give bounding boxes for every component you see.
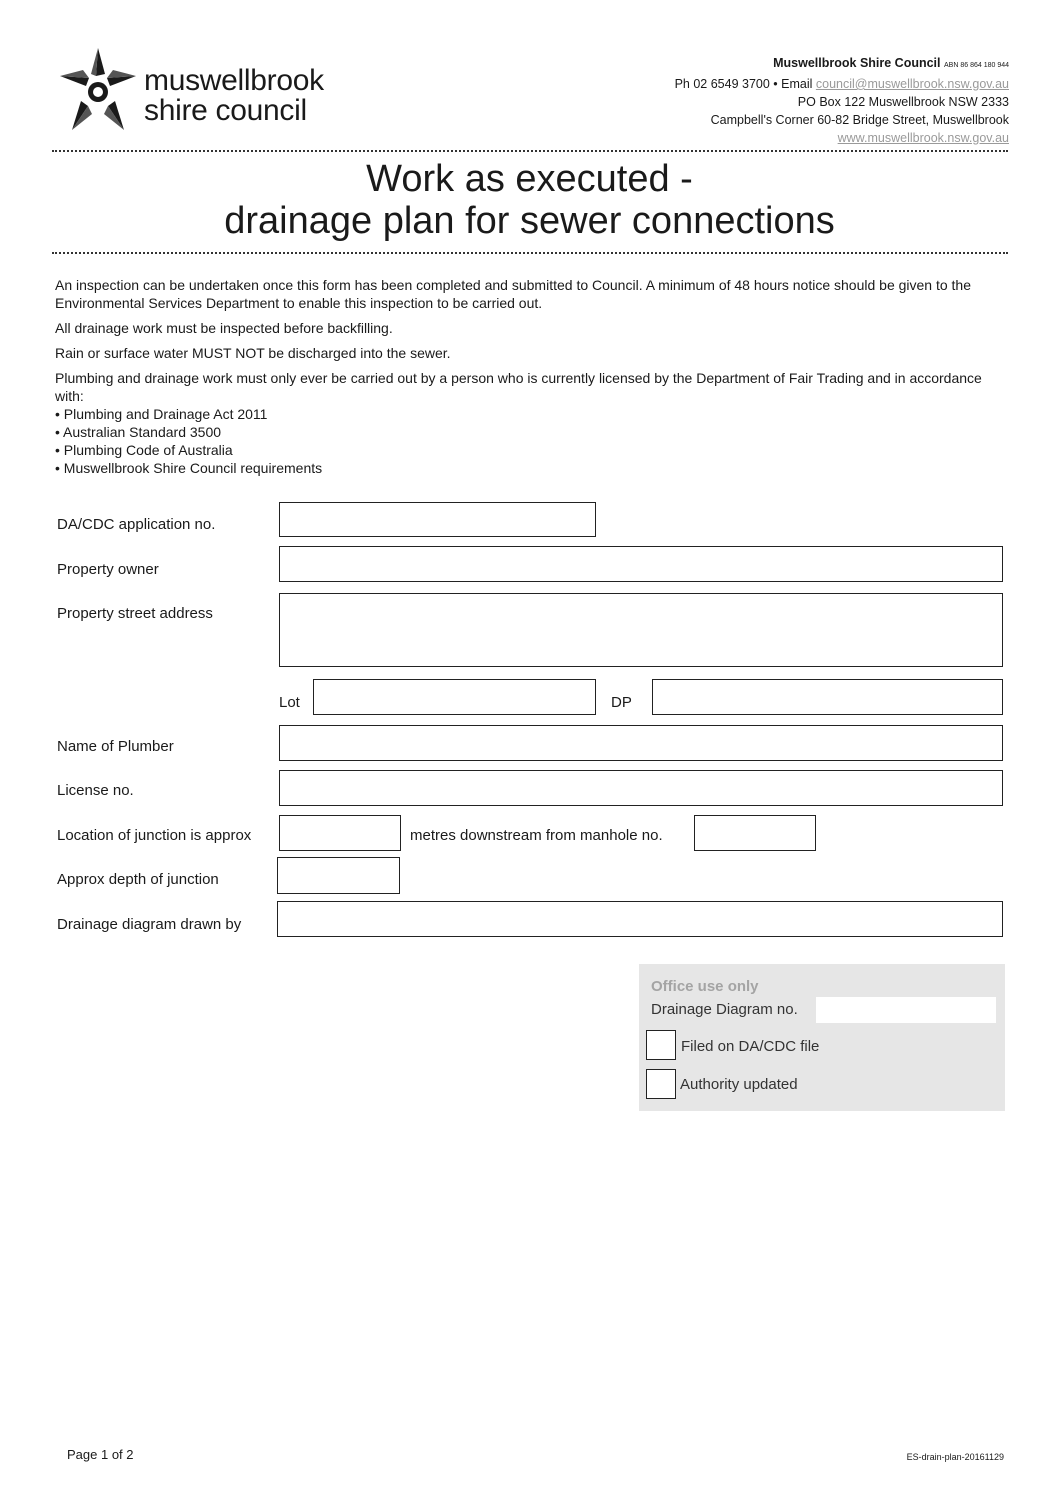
junction-location-label: Location of junction is approx <box>57 827 252 844</box>
page-number: Page 1 of 2 <box>67 1447 134 1462</box>
street-address: Campbell's Corner 60-82 Bridge Street, Muswellbrook <box>710 113 1009 127</box>
office-use-panel <box>639 964 1005 1111</box>
dp-label: DP <box>611 694 632 711</box>
list-item: • Plumbing Code of Australia <box>55 442 233 458</box>
list-item: • Australian Standard 3500 <box>55 424 222 440</box>
title-line2: drainage plan for sewer connections <box>224 200 835 242</box>
contact-block: Muswellbrook Shire Council ABN 86 864 180 944 Ph 02 6549 3700 • Email council@muswellbrook.nsw.gov.au PO Box 122 Muswellbrook NSW 2333 Campbell's Corner 60-82 Bridge Street, Muswellbrook www.muswellbrook.nsw.gov.au <box>674 56 1009 145</box>
junction-suffix-label: metres downstream from manhole no. <box>410 827 663 844</box>
street-address-label: Property street address <box>57 605 213 622</box>
website-link[interactable]: www.muswellbrook.nsw.gov.au <box>837 131 1009 145</box>
filed-label: Filed on DA/CDC file <box>681 1038 820 1055</box>
application-no-label: DA/CDC application no. <box>57 516 216 533</box>
council-logo <box>58 46 358 138</box>
abn: ABN 86 864 180 944 <box>944 62 1009 69</box>
intro-text <box>55 276 1005 477</box>
authority-checkbox[interactable] <box>646 1069 676 1099</box>
diagram-no-label: Drainage Diagram no. <box>651 1001 798 1018</box>
intro-paragraph: An inspection can be undertaken once this form has been completed and submitted to Council. A minimum of 48 hours notice should be given to the Environmental Services Department to enable this inspection to be carried out. <box>55 277 972 311</box>
property-owner-field[interactable] <box>279 546 1003 582</box>
manhole-no-field[interactable] <box>694 815 816 851</box>
lot-field[interactable] <box>313 679 596 715</box>
org-name: Muswellbrook Shire Council <box>773 56 941 70</box>
logo-text-line1: muswellbrook <box>144 64 324 97</box>
po-box: PO Box 122 Muswellbrook NSW 2333 <box>797 95 1009 109</box>
list-item: • Plumbing and Drainage Act 2011 <box>55 406 268 422</box>
logo-text-line2: shire council <box>144 94 307 127</box>
diagram-drawn-by-label: Drainage diagram drawn by <box>57 916 242 933</box>
street-address-field[interactable] <box>279 593 1003 667</box>
diagram-drawn-by-field[interactable] <box>277 901 1003 937</box>
title-divider <box>52 252 1008 254</box>
lot-label: Lot <box>279 694 300 711</box>
property-owner-label: Property owner <box>57 561 159 578</box>
license-no-field[interactable] <box>279 770 1003 806</box>
application-no-field[interactable] <box>279 502 596 537</box>
phone: Ph 02 6549 3700 <box>674 77 770 91</box>
top-divider <box>52 150 1008 152</box>
plumber-name-field[interactable] <box>279 725 1003 761</box>
intro-paragraph: All drainage work must be inspected before backfilling. <box>55 320 393 336</box>
junction-depth-field[interactable] <box>277 857 400 894</box>
junction-distance-field[interactable] <box>279 815 401 851</box>
license-no-label: License no. <box>57 782 134 799</box>
office-use-title: Office use only <box>651 978 759 995</box>
requirements-list <box>55 405 1005 477</box>
dp-field[interactable] <box>652 679 1003 715</box>
junction-depth-label: Approx depth of junction <box>57 871 219 888</box>
diagram-no-field[interactable] <box>816 997 996 1023</box>
document-code: ES-drain-plan-20161129 <box>906 1452 1004 1462</box>
star-logo-icon <box>58 46 138 134</box>
intro-paragraph: Plumbing and drainage work must only ever be carried out by a person who is currently licensed by the Department of Fair Trading and in accordance with: <box>55 370 982 404</box>
intro-paragraph: Rain or surface water MUST NOT be discharged into the sewer. <box>55 345 451 361</box>
filed-checkbox[interactable] <box>646 1030 676 1060</box>
title-line1: Work as executed - <box>366 158 693 200</box>
form-title <box>0 158 1059 242</box>
email-link[interactable]: council@muswellbrook.nsw.gov.au <box>815 77 1009 91</box>
email-label: Email <box>781 77 813 91</box>
list-item: • Muswellbrook Shire Council requirements <box>55 460 323 476</box>
plumber-name-label: Name of Plumber <box>57 738 174 755</box>
authority-label: Authority updated <box>680 1076 798 1093</box>
